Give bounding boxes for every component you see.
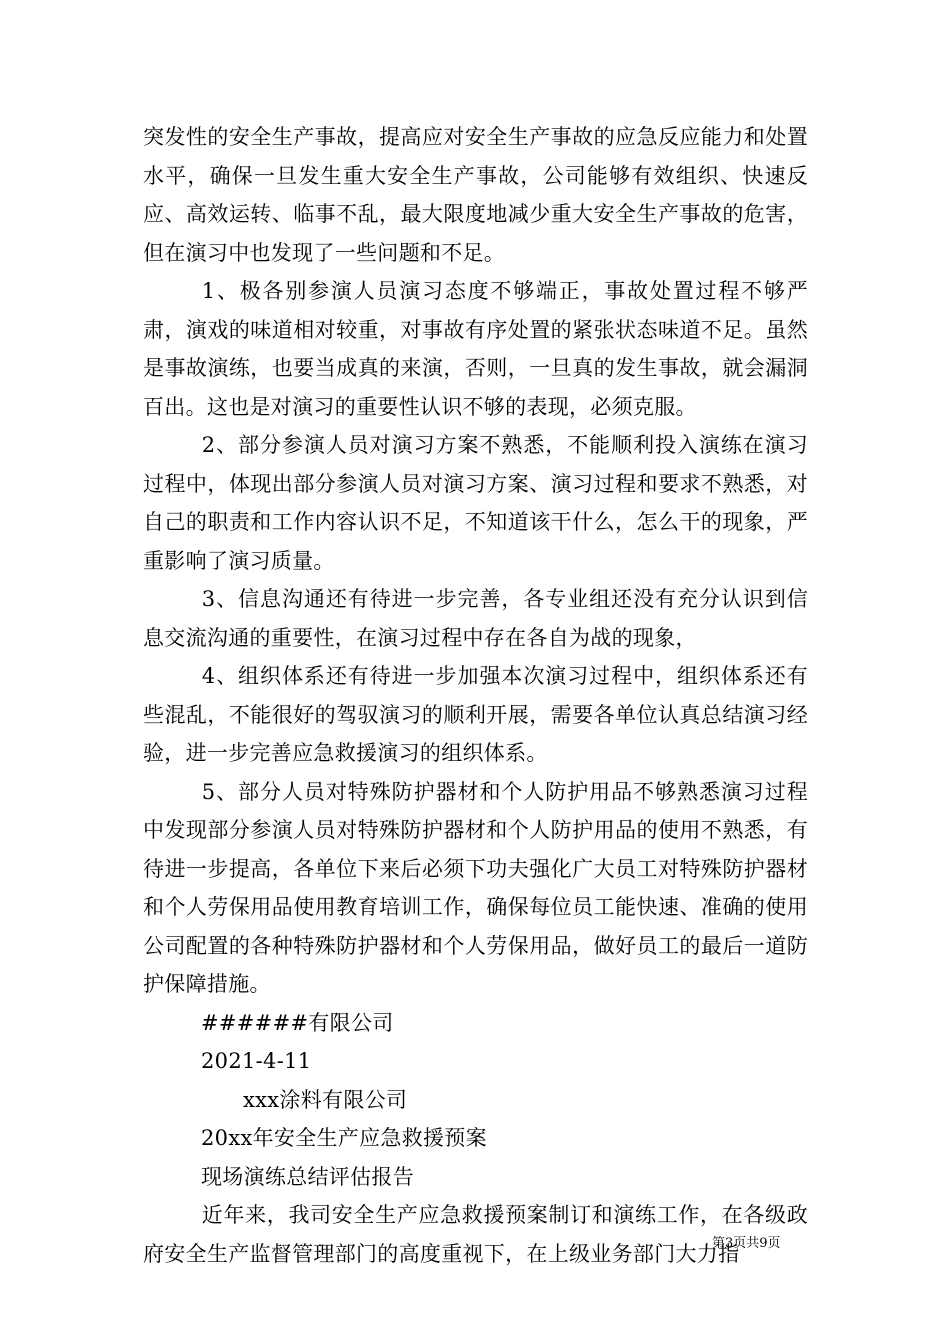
next-title-1: 20xx年安全生产应急救援预案 [201,1126,487,1150]
next-company: xxx涂料有限公司 [243,1087,408,1112]
paragraph-intro: 突发性的安全生产事故，提高应对安全生产事故的应急反应能力和处置水平，确保一旦发生重大安全生产事故，公司能够有效组织、快速反应、高效运转、临事不乱，最大限度地减少重大安全生产事故的危害，但在演习中也发现了一些问题和不足。 [143,125,808,265]
signature-company: ######有限公司 [201,1010,394,1035]
paragraph-issue-4: 4、组织体系还有待进一步加强本次演习过程中，组织体系还有些混乱，不能很好的驾驭演习的顺利开展，需要各单位认真总结演习经验，进一步完善应急救援演习的组织体系。 [143,664,808,765]
paragraph-issue-5: 5、部分人员对特殊防护器材和个人防护用品不够熟悉演习过程中发现部分参演人员对特殊防护器材和个人防护用品的使用不熟悉，有待进一步提高，各单位下来后必须下功夫强化广大员工对特殊防护器材和个人劳保用品使用教育培训工作，确保每位员工能快速、准确的使用公司配置的各种特殊防护器材和个人劳保用品，做好员工的最后一道防护保障措施。 [143,779,808,996]
document-body [143,118,808,1273]
next-title-2: 现场演练总结评估报告 [201,1164,414,1189]
paragraph-issue-1: 1、极各别参演人员演习态度不够端正，事故处置过程不够严肃，演戏的味道相对较重，对事故有序处置的紧张状态味道不足。虽然是事故演练，也要当成真的来演，否则，一旦真的发生事故，就会漏洞百出。这也是对演习的重要性认识不够的表现，必须克服。 [143,279,808,419]
page-number: 第3页共9页 [712,1236,781,1251]
paragraph-issue-2: 2、部分参演人员对演习方案不熟悉，不能顺利投入演练在演习过程中，体现出部分参演人员对演习方案、演习过程和要求不熟悉，对自己的职责和工作内容认识不足，不知道该干什么，怎么干的现象，严重影响了演习质量。 [143,433,808,573]
paragraph-next: 近年来，我司安全生产应急救援预案制订和演练工作，在各级政府安全生产监督管理部门的高度重视下，在上级业务部门大力指 [143,1203,808,1266]
signature-date: 2021-4-11 [201,1049,312,1073]
paragraph-issue-3: 3、信息沟通还有待进一步完善，各专业组还没有充分认识到信息交流沟通的重要性，在演习过程中存在各自为战的现象， [143,587,808,650]
